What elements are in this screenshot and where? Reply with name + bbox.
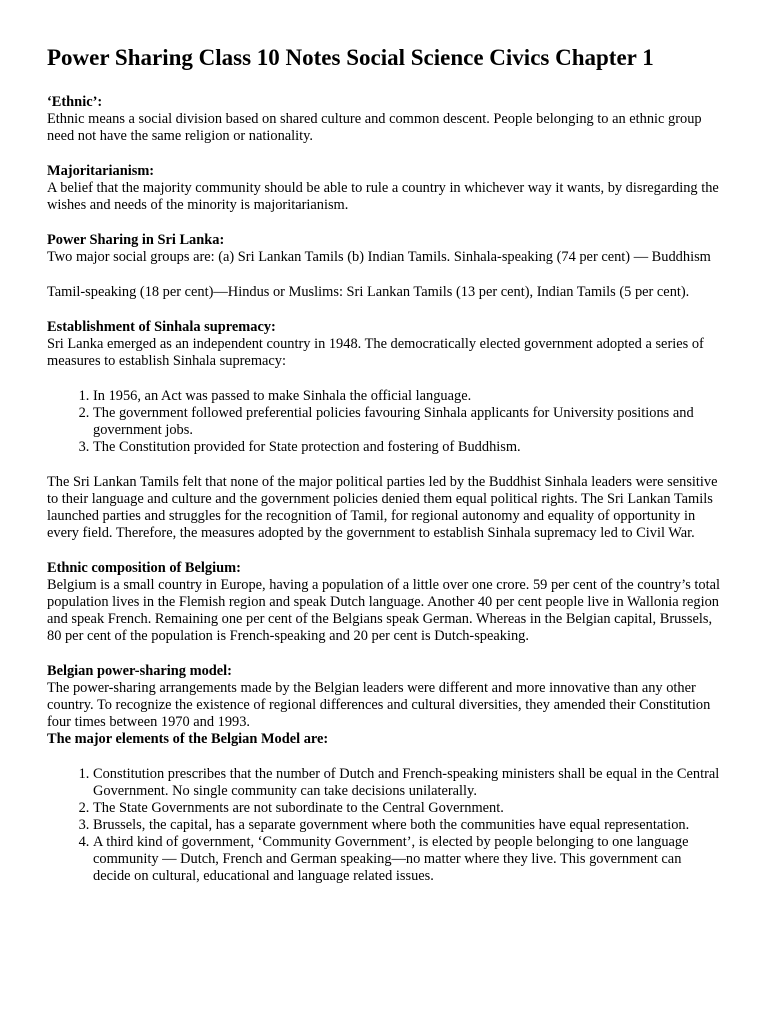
section-belgian-model bbox=[47, 663, 722, 885]
list-item: 1. In 1956, an Act was passed to make Sinhala the official language. bbox=[93, 388, 722, 405]
list-item: 3. The Constitution provided for State protection and fostering of Buddhism. bbox=[93, 439, 722, 456]
section-sri-lanka bbox=[47, 232, 722, 301]
list-item: 2. The government followed preferential policies favouring Sinhala applicants for University positions and government jobs. bbox=[93, 405, 722, 439]
section-heading: Establishment of Sinhala supremacy: bbox=[47, 319, 276, 335]
list-item: 4. A third kind of government, ‘Community Government’, is elected by people belonging to one language community — Dutch, French and German speaking—no matter where they live. This government can decide on cultural, educational and language related issues. bbox=[93, 834, 722, 885]
section-sinhala-supremacy bbox=[47, 319, 722, 542]
section-ethnic bbox=[47, 94, 722, 145]
paragraph: Two major social groups are: (a) Sri Lankan Tamils (b) Indian Tamils. Sinhala-speaking (74 per cent) — Buddhism bbox=[47, 249, 711, 265]
section-majoritarianism bbox=[47, 163, 722, 214]
list-item: 3. Brussels, the capital, has a separate government where both the communities have equal representation. bbox=[93, 817, 722, 834]
paragraph: Ethnic means a social division based on shared culture and common descent. People belonging to an ethnic group need not have the same religion or nationality. bbox=[47, 111, 702, 144]
paragraph: Sri Lanka emerged as an independent country in 1948. The democratically elected government adopted a series of measures to establish Sinhala supremacy: bbox=[47, 336, 704, 369]
section-heading: Ethnic composition of Belgium: bbox=[47, 560, 241, 576]
section-heading: Majoritarianism: bbox=[47, 163, 155, 179]
paragraph: The power-sharing arrangements made by the Belgian leaders were different and more innovative than any other country. To recognize the existence of regional differences and cultural diversities, they amended their Constitution four times between 1970 and 1993. bbox=[47, 680, 711, 730]
section-heading: ‘Ethnic’: bbox=[47, 94, 103, 110]
numbered-list bbox=[47, 388, 722, 456]
list-item: 1. Constitution prescribes that the number of Dutch and French-speaking ministers shall be equal in the Central Government. No single community can take decisions unilaterally. bbox=[93, 766, 722, 800]
paragraph: Belgium is a small country in Europe, having a population of a little over one crore. 59 per cent of the country’s total population lives in the Flemish region and speak Dutch language. Another 40 per cent people live in Wallonia region and speak French. Remaining one per cent of the Belgians speak German. Whereas in the Belgian capital, Brussels, 80 per cent of the population is French-speaking and 20 per cent is Dutch-speaking. bbox=[47, 577, 720, 644]
section-belgium-composition bbox=[47, 560, 722, 645]
page-title: Power Sharing Class 10 Notes Social Science Civics Chapter 1 bbox=[47, 45, 654, 70]
numbered-list bbox=[47, 766, 722, 885]
list-item: 2. The State Governments are not subordinate to the Central Government. bbox=[93, 800, 722, 817]
subsection-heading: The major elements of the Belgian Model are: bbox=[47, 731, 329, 747]
section-heading: Power Sharing in Sri Lanka: bbox=[47, 232, 225, 248]
paragraph: Tamil-speaking (18 per cent)—Hindus or Muslims: Sri Lankan Tamils (13 per cent), Indian Tamils (5 per cent). bbox=[47, 284, 690, 300]
paragraph: The Sri Lankan Tamils felt that none of the major political parties led by the Buddhist Sinhala leaders were sensitive to their language and culture and the government policies denied them equal political rights. The Sri Lankan Tamils launched parties and struggles for the recognition of Tamil, for regional autonomy and equality of opportunity in every field. Therefore, the measures adopted by the government to establish Sinhala supremacy led to Civil War. bbox=[47, 474, 718, 541]
section-heading: Belgian power-sharing model: bbox=[47, 663, 232, 679]
paragraph: A belief that the majority community should be able to rule a country in whichever way it wants, by disregarding the wishes and needs of the minority is majoritarianism. bbox=[47, 180, 719, 213]
